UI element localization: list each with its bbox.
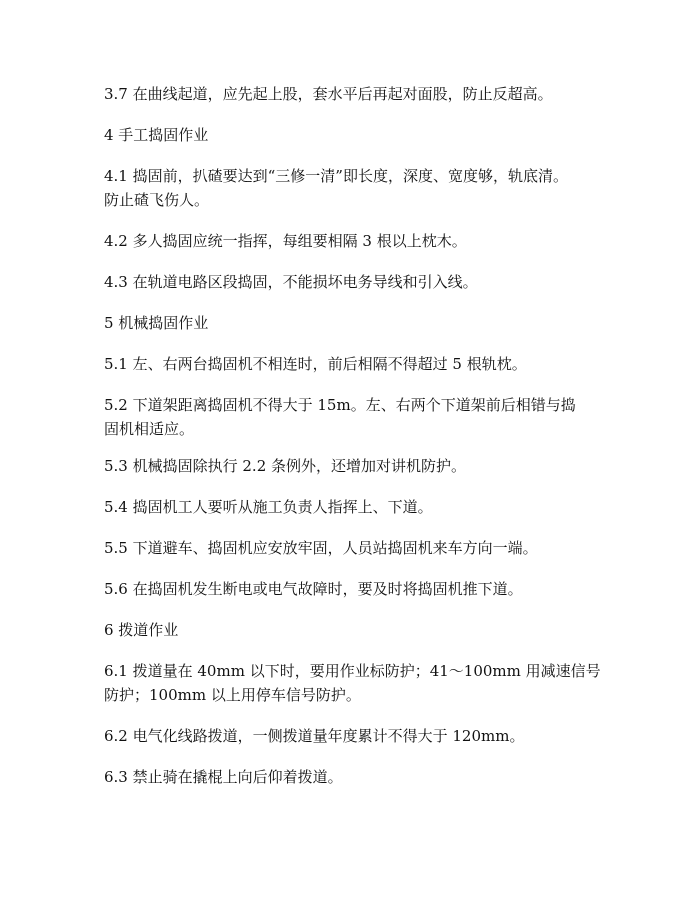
text-line: 5.5 下道避车、捣固机应安放牢固，人员站捣固机来车方向一端。 — [104, 539, 538, 557]
paragraph-4-3 — [104, 270, 604, 294]
section-heading-4 — [104, 123, 604, 147]
text-line: 3.7 在曲线起道，应先起上股，套水平后再起对面股，防止反超高。 — [104, 85, 553, 103]
text-line: 5.3 机械捣固除执行 2.2 条例外，还增加对讲机防护。 — [104, 457, 467, 475]
section-heading-5 — [104, 311, 604, 335]
text-line: 固机相适应。 — [104, 420, 195, 438]
paragraph-5-4 — [104, 495, 604, 519]
text-line: 5.4 捣固机工人要听从施工负责人指挥上、下道。 — [104, 498, 433, 516]
paragraph-4-1 — [104, 164, 604, 212]
text-line: 防止碴飞伤人。 — [104, 191, 210, 209]
paragraph-5-1 — [104, 352, 604, 376]
paragraph-5-3 — [104, 454, 604, 478]
paragraph-5-5 — [104, 536, 604, 560]
section-heading-6 — [104, 618, 604, 642]
text-line: 6.1 拨道量在 40mm 以下时，要用作业标防护；41～100mm 用减速信号 — [104, 662, 601, 680]
heading-text: 4 手工捣固作业 — [104, 126, 209, 144]
text-line: 4.1 捣固前，扒碴要达到“三修一清”即长度，深度、宽度够，轨底清。 — [104, 167, 568, 185]
text-line: 5.1 左、右两台捣固机不相连时，前后相隔不得超过 5 根轨枕。 — [104, 355, 527, 373]
text-line: 5.6 在捣固机发生断电或电气故障时，要及时将捣固机推下道。 — [104, 580, 523, 598]
heading-text: 5 机械捣固作业 — [104, 314, 209, 332]
paragraph-4-2 — [104, 229, 604, 253]
paragraph-5-2 — [104, 393, 604, 441]
paragraph-3-7 — [104, 82, 604, 106]
text-line: 6.2 电气化线路拨道，一侧拨道量年度累计不得大于 120mm。 — [104, 727, 525, 745]
text-line: 4.2 多人捣固应统一指挥，每组要相隔 3 根以上枕木。 — [104, 232, 467, 250]
heading-text: 6 拨道作业 — [104, 621, 179, 639]
paragraph-6-2 — [104, 724, 604, 748]
text-line: 防护；100mm 以上用停车信号防护。 — [104, 686, 361, 704]
text-line: 5.2 下道架距离捣固机不得大于 15m。左、右两个下道架前后相错与捣 — [104, 396, 576, 414]
paragraph-5-6 — [104, 577, 604, 601]
text-line: 6.3 禁止骑在撬棍上向后仰着拨道。 — [104, 768, 343, 786]
paragraph-6-1 — [104, 659, 604, 707]
paragraph-6-3 — [104, 765, 604, 789]
text-line: 4.3 在轨道电路区段捣固，不能损坏电务导线和引入线。 — [104, 273, 478, 291]
